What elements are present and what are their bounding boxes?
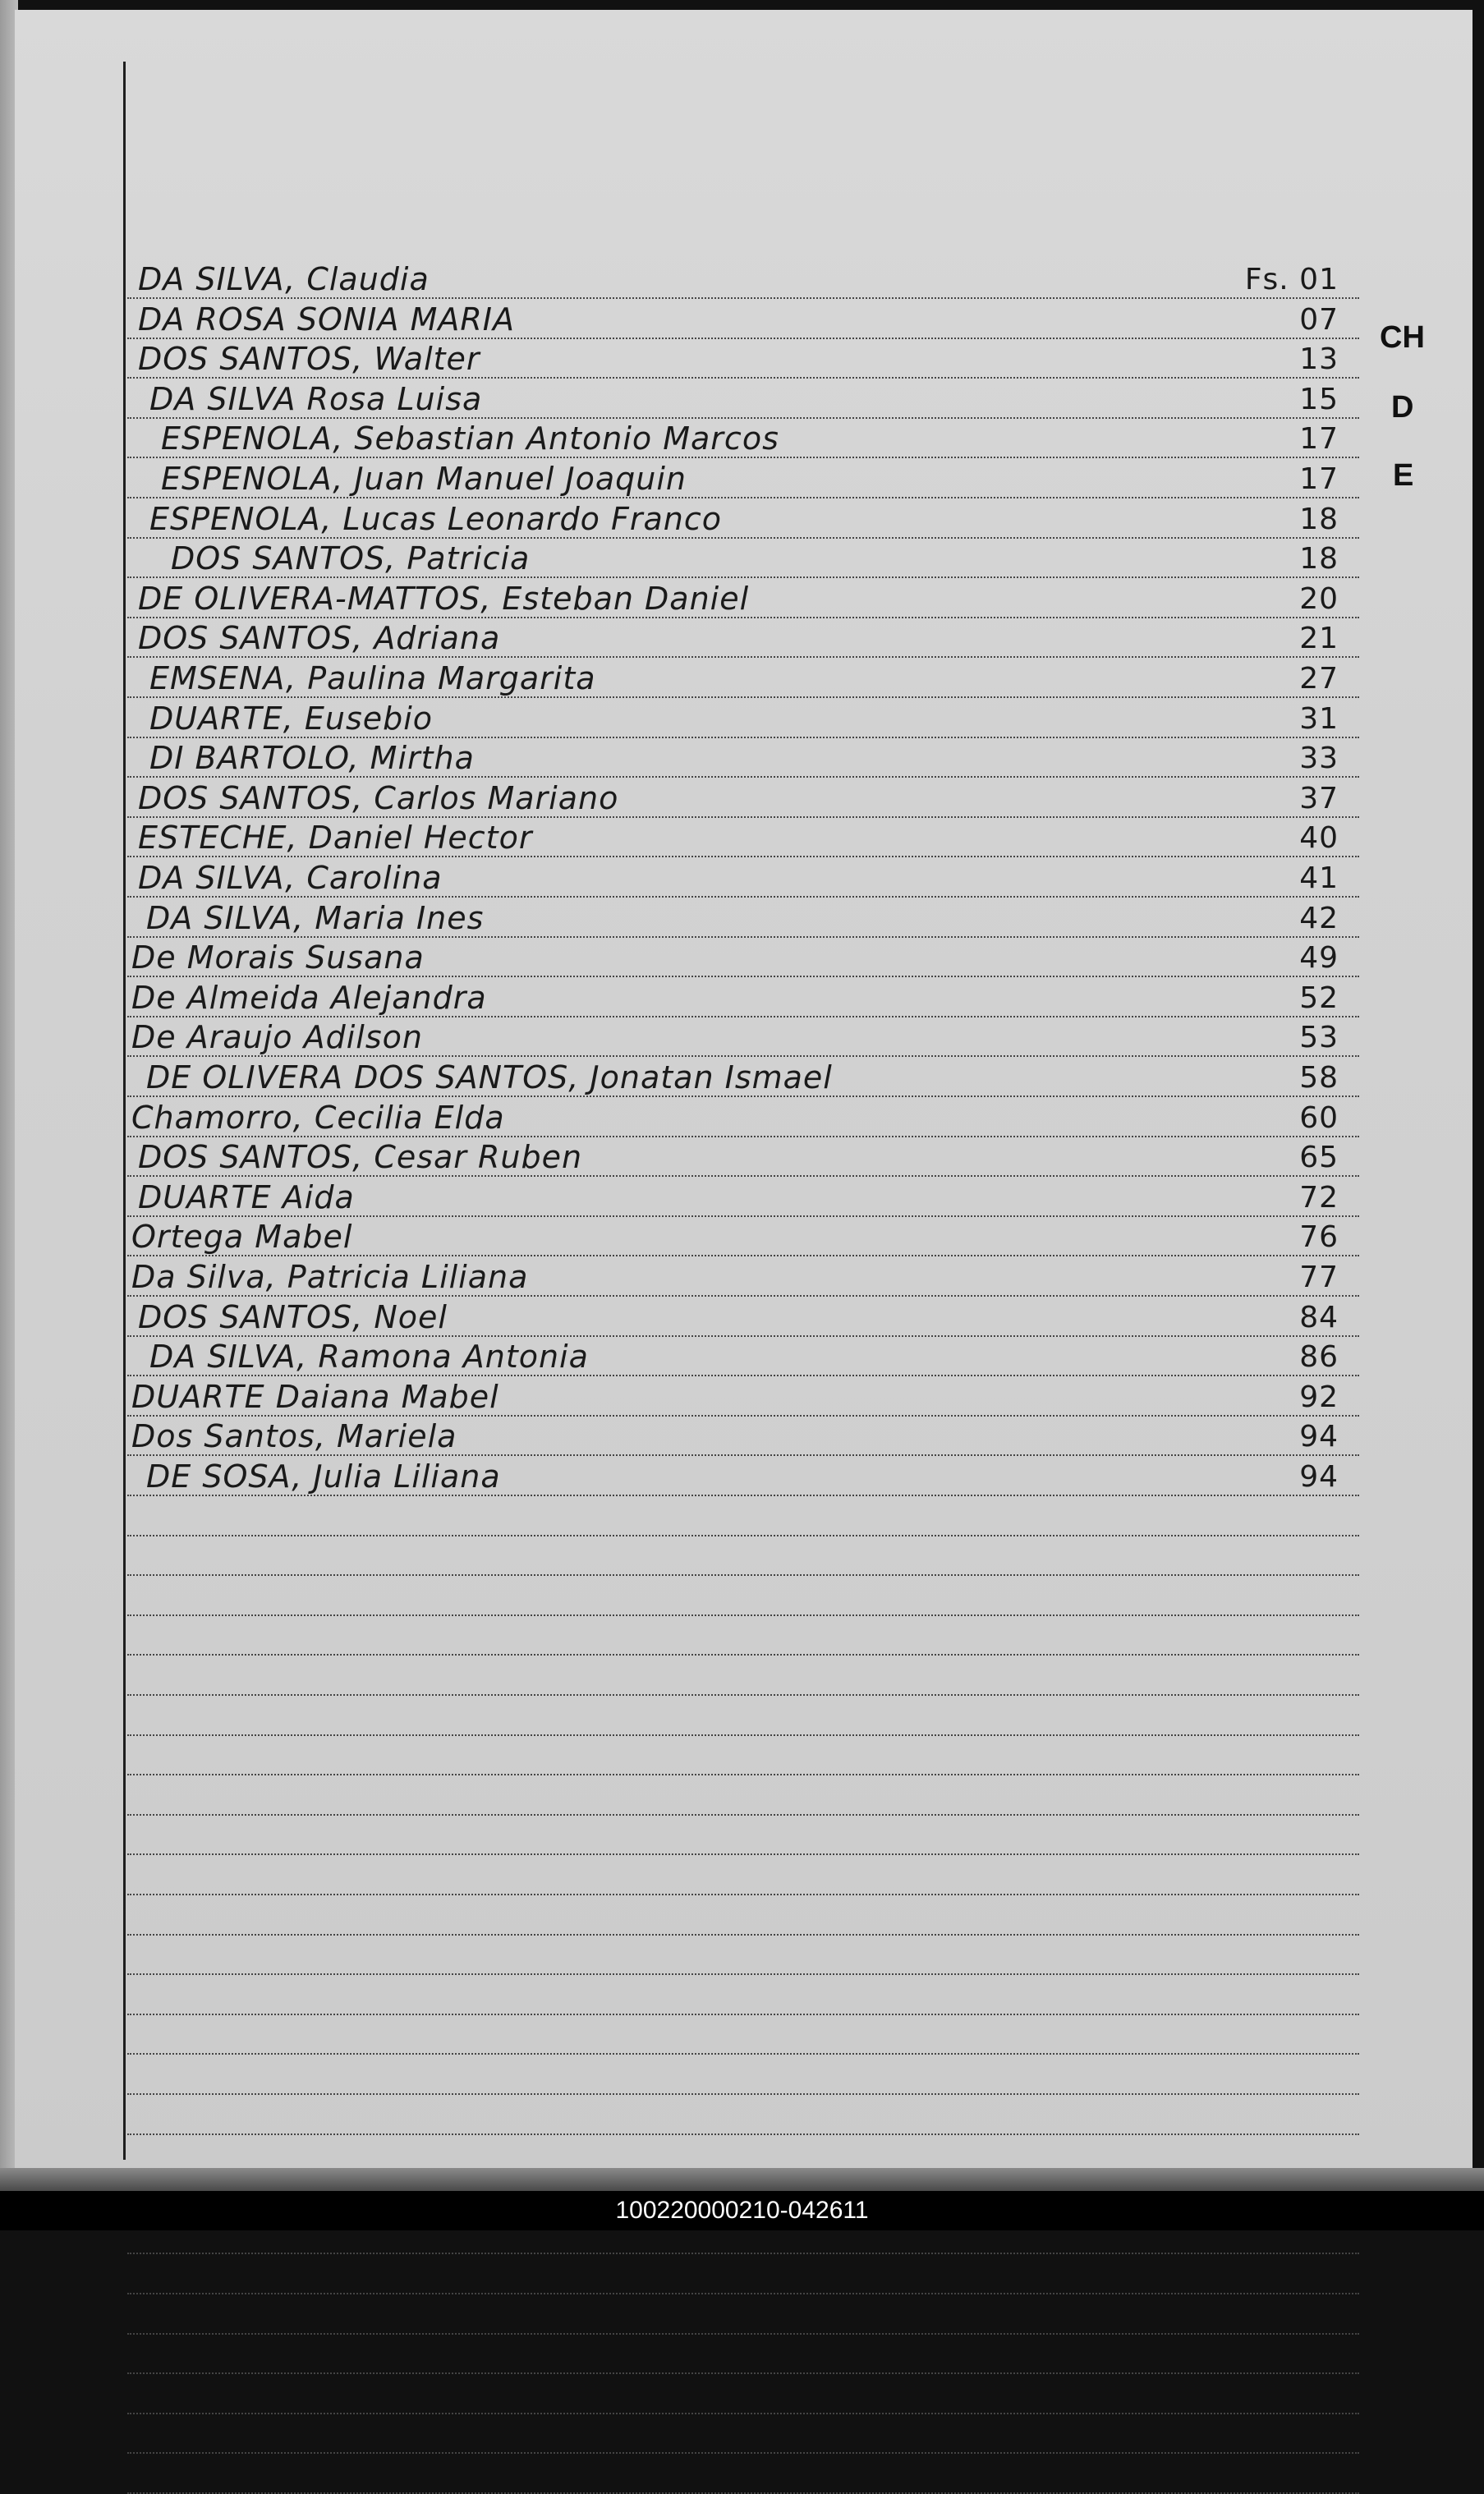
entry-name: DA SILVA, Claudia (138, 261, 430, 297)
ruled-line (127, 2372, 1359, 2374)
entry-folio: 42 (1299, 902, 1339, 935)
entry-folio: 18 (1299, 503, 1339, 536)
ruled-line (127, 497, 1359, 498)
entry-name: DE SOSA, Julia Liliana (146, 1458, 501, 1495)
entry-folio: 58 (1299, 1061, 1339, 1095)
entry-folio: 40 (1299, 821, 1339, 855)
ruled-line (127, 1574, 1359, 1576)
entry-folio: 37 (1299, 782, 1339, 815)
entry-name: DA SILVA, Carolina (138, 860, 443, 896)
ruled-line (127, 2253, 1359, 2254)
ruled-line (127, 338, 1359, 339)
entry-name: ESPENOLA, Juan Manuel Joaquin (161, 461, 687, 497)
entry-folio: 49 (1299, 941, 1339, 975)
ruled-line (127, 1095, 1359, 1097)
ruled-line (127, 936, 1359, 938)
entry-name: DOS SANTOS, Adriana (138, 620, 501, 656)
entry-folio: 33 (1299, 742, 1339, 775)
entry-folio: 31 (1299, 702, 1339, 736)
ruled-line (127, 2333, 1359, 2335)
entry-name: DOS SANTOS, Patricia (171, 540, 531, 576)
entry-name: Dos Santos, Mariela (131, 1418, 457, 1454)
ruled-line (127, 2413, 1359, 2414)
ruled-line (127, 1016, 1359, 1017)
ruled-line (127, 377, 1359, 379)
entry-name: DOS SANTOS, Walter (138, 341, 480, 377)
tab-letter-d: D (1391, 390, 1414, 425)
ruled-line (127, 2014, 1359, 2015)
ruled-line (127, 776, 1359, 778)
entry-folio: 18 (1299, 542, 1339, 576)
ruled-line (127, 1614, 1359, 1616)
ruled-line (127, 1215, 1359, 1217)
entry-folio: 94 (1299, 1420, 1339, 1454)
entry-folio: 07 (1299, 303, 1339, 337)
ruled-line (127, 1415, 1359, 1417)
ruled-line (127, 457, 1359, 458)
ruled-line (127, 2133, 1359, 2135)
margin-line (123, 62, 126, 2160)
ruled-line (127, 2093, 1359, 2095)
entry-name: De Araujo Adilson (131, 1019, 423, 1055)
ruled-line (127, 1814, 1359, 1816)
entry-name: ESPENOLA, Lucas Leonardo Franco (149, 501, 722, 537)
entry-name: EMSENA, Paulina Margarita (149, 660, 596, 696)
ruled-line (127, 1934, 1359, 1936)
ruled-line (127, 1175, 1359, 1177)
ruled-line (127, 1535, 1359, 1536)
ruled-line (127, 1734, 1359, 1736)
entry-folio: 76 (1299, 1220, 1339, 1254)
ruled-line (127, 576, 1359, 578)
ruled-line (127, 816, 1359, 818)
entry-name: DI BARTOLO, Mirtha (149, 740, 475, 776)
ruled-line (127, 656, 1359, 658)
entry-folio: 21 (1299, 622, 1339, 655)
ruled-line (127, 1454, 1359, 1456)
tab-letter-e: E (1393, 458, 1414, 493)
ruled-line (127, 856, 1359, 857)
ruled-line (127, 1973, 1359, 1975)
entry-folio: 92 (1299, 1380, 1339, 1414)
entry-folio: 13 (1299, 342, 1339, 376)
ruled-line (127, 2053, 1359, 2055)
entry-name: DA SILVA, Ramona Antonia (149, 1339, 589, 1375)
ruled-line (127, 1255, 1359, 1256)
entry-name: ESPENOLA, Sebastian Antonio Marcos (161, 420, 779, 457)
ruled-line (127, 1654, 1359, 1656)
entry-folio: 72 (1299, 1181, 1339, 1215)
entry-name: DOS SANTOS, Noel (138, 1299, 448, 1335)
entry-folio: 84 (1299, 1301, 1339, 1334)
document-id-label: 100220000210-042611 (0, 2191, 1484, 2230)
ruled-line (127, 737, 1359, 738)
ruled-line (127, 1055, 1359, 1057)
entry-name: DE OLIVERA DOS SANTOS, Jonatan Ismael (146, 1059, 833, 1095)
entry-folio: 17 (1299, 462, 1339, 496)
entry-name: De Morais Susana (131, 939, 425, 976)
entry-folio: 41 (1299, 861, 1339, 895)
ruled-line (127, 696, 1359, 698)
ruled-line (127, 1335, 1359, 1337)
ruled-line (127, 617, 1359, 618)
entry-folio: 17 (1299, 422, 1339, 456)
ruled-line (127, 2452, 1359, 2454)
entry-name: DOS SANTOS, Carlos Mariano (138, 780, 619, 816)
ruled-line (127, 1853, 1359, 1855)
entry-folio: 53 (1299, 1021, 1339, 1054)
entry-folio: 15 (1299, 383, 1339, 416)
page-bottom-edge (0, 2168, 1484, 2191)
entry-name: DUARTE Daiana Mabel (131, 1379, 499, 1415)
entry-folio: 94 (1299, 1460, 1339, 1494)
ruled-line (127, 1894, 1359, 1895)
ruled-line (127, 297, 1359, 299)
entry-name: DUARTE, Eusebio (149, 700, 434, 737)
entry-folio: 52 (1299, 981, 1339, 1015)
ruled-line (127, 976, 1359, 977)
entry-name: Ortega Mabel (131, 1219, 353, 1255)
entry-folio: 77 (1299, 1261, 1339, 1294)
entry-name: DA ROSA SONIA MARIA (138, 301, 515, 338)
ruled-line (127, 537, 1359, 539)
ruled-line (127, 417, 1359, 419)
ruled-line (127, 1136, 1359, 1137)
ruled-line (127, 1495, 1359, 1496)
entry-folio: 20 (1299, 582, 1339, 616)
entry-folio: 27 (1299, 662, 1339, 696)
entry-name: De Almeida Alejandra (131, 980, 487, 1016)
ruled-line (127, 1375, 1359, 1376)
entry-name: DA SILVA Rosa Luisa (149, 381, 483, 417)
entry-name: ESTECHE, Daniel Hector (138, 820, 533, 856)
entry-folio: 86 (1299, 1340, 1339, 1374)
entry-name: DA SILVA, Maria Ines (146, 900, 485, 936)
ruled-line (127, 1774, 1359, 1775)
ruled-line (127, 896, 1359, 898)
ruled-line (127, 1694, 1359, 1696)
ruled-line (127, 1295, 1359, 1297)
entry-name: Da Silva, Patricia Liliana (131, 1259, 529, 1295)
tab-letter-ch: CH (1380, 320, 1425, 355)
entry-name: DUARTE Aida (138, 1179, 355, 1215)
ruled-line (127, 2293, 1359, 2294)
entry-folio: Fs. 01 (1244, 263, 1339, 296)
entry-name: DE OLIVERA-MATTOS, Esteban Daniel (138, 581, 750, 617)
entry-name: DOS SANTOS, Cesar Ruben (138, 1139, 583, 1175)
entry-folio: 65 (1299, 1141, 1339, 1174)
entry-name: Chamorro, Cecilia Elda (131, 1100, 505, 1136)
entry-folio: 60 (1299, 1101, 1339, 1135)
